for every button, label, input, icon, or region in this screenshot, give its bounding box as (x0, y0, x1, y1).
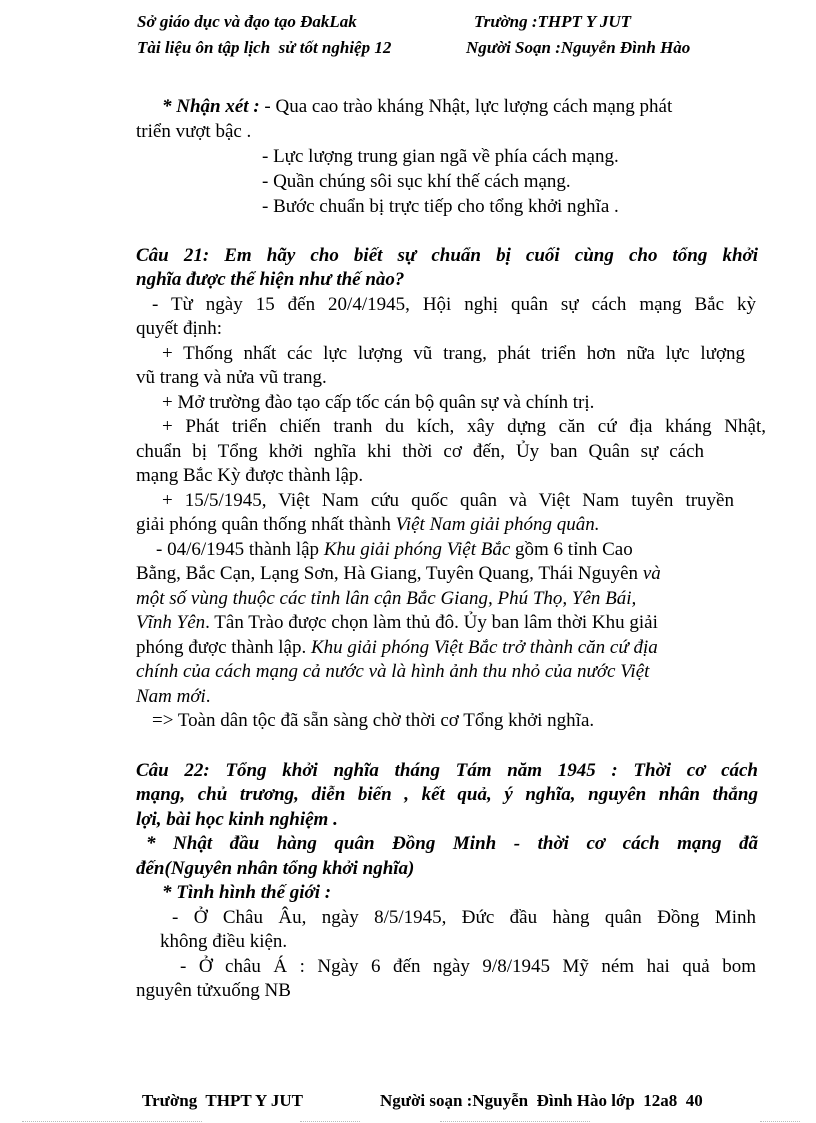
cau21-p5-line2 (136, 513, 600, 537)
cau22-sub-line2: đến(Nguyên nhân tổng khởi nghĩa) (136, 858, 415, 879)
header-right-line1: Trường :THPT Y JUT (474, 12, 632, 31)
cau21-p6-plain4: . Tân Trào được chọn làm thủ đô. Ủy ban lâm thời Khu giải (205, 612, 658, 633)
cau21-p5-line1: + 15/5/1945, Việt Nam cứu quốc quân và Việt Nam tuyên truyền (162, 490, 734, 511)
cau21-p1-line1: - Từ ngày 15 đến 20/4/1945, Hội nghị quân sự cách mạng Bắc kỳ (152, 294, 756, 315)
cau21-p3: + Mở trường đào tạo cấp tốc cán bộ quân sự và chính trị. (162, 392, 595, 413)
footer-school: Trường THPT Y JUT (142, 1091, 303, 1110)
footer-author: Người soạn :Nguyễn Đình Hào lớp 12a8 40 (380, 1091, 703, 1110)
nhanxet-label: * Nhận xét : (162, 96, 260, 117)
cau21-conclusion: => Toàn dân tộc đã sẵn sàng chờ thời cơ Tổng khởi nghĩa. (152, 710, 595, 731)
cau22-line3: - Ở châu Á : Ngày 6 đến ngày 9/8/1945 Mỹ ném hai quả bom (180, 956, 756, 977)
cau22-line4: nguyên tửxuống NB (136, 980, 291, 1001)
header-left-line2: Tài liệu ôn tập lịch sử tốt nghiệp 12 (137, 38, 392, 57)
cau21-title-line1: Câu 21: Em hãy cho biết sự chuẩn bị cuối cùng cho tổng khởi (136, 245, 758, 266)
cau21-p4-line1: + Phát triển chiến tranh du kích, xây dựng căn cứ địa kháng Nhật, (162, 416, 766, 437)
cau21-p6-plain2: gồm 6 tỉnh Cao (510, 539, 633, 560)
cau21-p5-italic: Việt Nam giải phóng quân. (395, 514, 600, 535)
cau21-title-line2: nghĩa được thể hiện như thế nào? (136, 269, 405, 290)
nhanxet-text1: - Qua cao trào kháng Nhật, lực lượng cách mạng phát (259, 96, 673, 117)
header-left-line1: Sở giáo dục và đạo tạo ĐakLak (137, 12, 357, 31)
nhanxet-line1 (162, 95, 672, 119)
cau22-title-line1: Câu 22: Tổng khởi nghĩa tháng Tám năm 1945 : Thời cơ cách (136, 760, 758, 781)
nhanxet-bullet3: - Bước chuẩn bị trực tiếp cho tổng khởi nghĩa . (262, 196, 619, 217)
cau21-p5-plain: giải phóng quân thống nhất thành (136, 514, 396, 535)
cau21-p6-italic5: Nam mới (136, 686, 206, 707)
cau21-p6-italic4: Khu giải phóng Việt Bắc trở thành căn cứ địa (310, 637, 658, 658)
cau22-title-line2: mạng, chủ trương, diễn biến , kết quả, ý nghĩa, nguyên nhân thắng (136, 784, 758, 805)
nhanxet-bullet1: - Lực lượng trung gian ngã về phía cách mạng. (262, 146, 619, 167)
nhanxet-bullet2: - Quần chúng sôi sục khí thế cách mạng. (262, 171, 571, 192)
header-right-line2: Người Soạn :Nguyễn Đình Hào (466, 38, 691, 57)
cau21-p6-plain5: phóng được thành lập. (136, 637, 311, 658)
cau21-p6-line3: một số vùng thuộc các tỉnh lân cận Bắc Giang, Phú Thọ, Yên Bái, (136, 588, 637, 609)
cau21-p6-italic3: Vĩnh Yên (136, 612, 206, 633)
cau21-p6-line6: chính của cách mạng cả nước và là hình ảnh thu nhỏ của nước Việt (136, 661, 650, 682)
cau22-title-line3: lợi, bài học kinh nghiệm . (136, 809, 338, 830)
cau21-p2-line2: vũ trang và nửa vũ trang. (136, 367, 327, 388)
cau21-p4-line3: mạng Bắc Kỳ được thành lập. (136, 465, 364, 486)
cau21-p6-line7 (136, 685, 211, 709)
cau21-p6-italic2: và (642, 563, 661, 584)
cau21-p6-plain1: - 04/6/1945 thành lập (156, 539, 324, 560)
cau21-p1-line2: quyết định: (136, 318, 223, 339)
cau22-sub-line1: * Nhật đầu hàng quân Đồng Minh - thời cơ cách mạng đã (146, 833, 758, 854)
cau21-p2-line1: + Thống nhất các lực lượng vũ trang, phát triển hơn nữa lực lượng (162, 343, 745, 364)
cau21-p6-line5 (136, 636, 658, 660)
nhanxet-line2: triển vượt bậc . (136, 121, 252, 142)
cau21-p6-plain3: Bằng, Bắc Cạn, Lạng Sơn, Hà Giang, Tuyên Quang, Thái Nguyên (136, 563, 643, 584)
cau21-p6-plain6: . (205, 686, 211, 707)
cau21-p6-line2 (136, 562, 661, 586)
cau21-p6-line4 (136, 611, 658, 635)
cau22-line2: không điều kiện. (160, 931, 288, 952)
cau21-p4-line2: chuẩn bị Tổng khởi nghĩa khi thời cơ đến, Ủy ban Quân sự cách (136, 441, 704, 462)
cau21-p6-italic1: Khu giải phóng Việt Bắc (323, 539, 511, 560)
cau21-p6-line1 (156, 538, 633, 562)
cau22-line1: - Ở Châu Âu, ngày 8/5/1945, Đức đầu hàng quân Đồng Minh (172, 907, 756, 928)
cau22-sub-line3: * Tình hình thế giới : (162, 882, 332, 903)
